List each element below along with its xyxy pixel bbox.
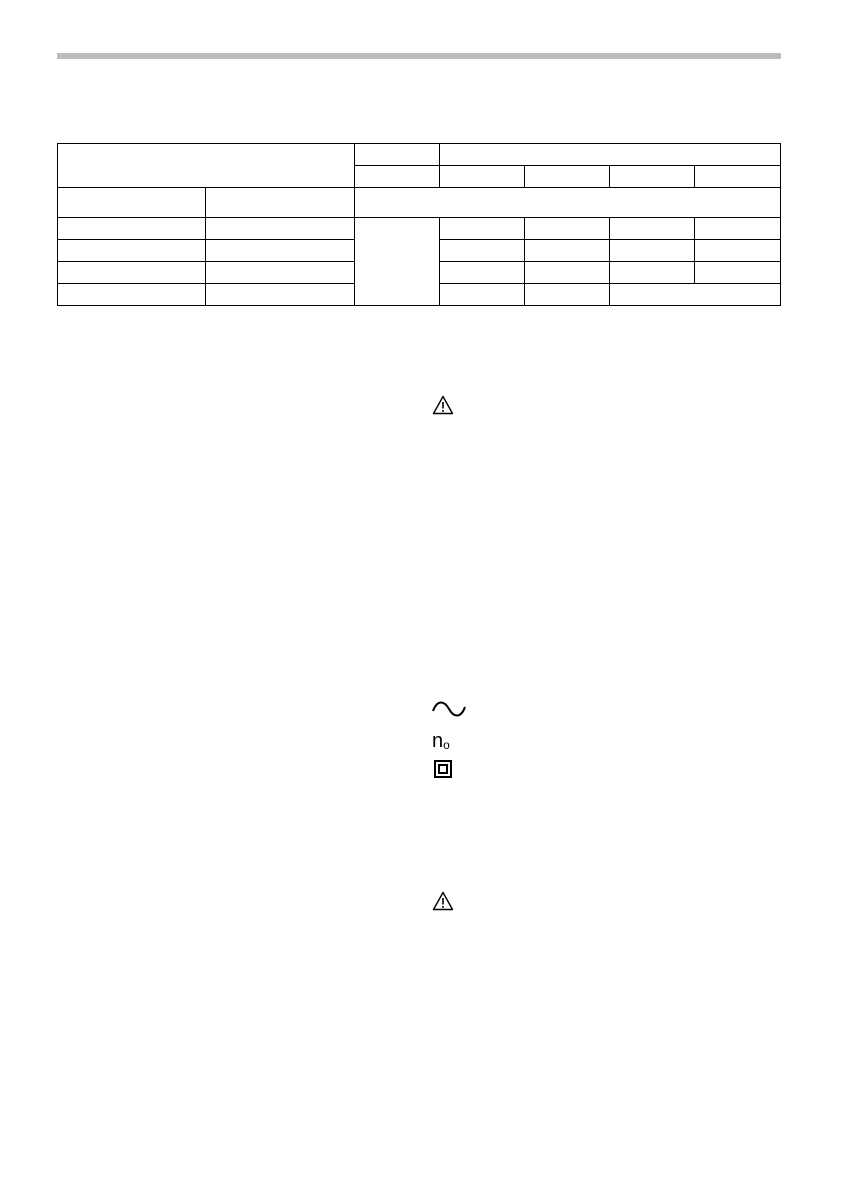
table-label-row xyxy=(58,188,781,218)
double-insulation-icon xyxy=(434,760,452,778)
table-cell xyxy=(206,218,355,240)
alternating-current-icon xyxy=(431,699,467,719)
table-cell xyxy=(525,262,610,284)
table-cell xyxy=(440,262,525,284)
table-cell xyxy=(58,240,206,262)
table-cell xyxy=(58,218,206,240)
table-cell xyxy=(525,284,610,306)
header-rule xyxy=(57,53,781,59)
table-cell xyxy=(58,284,206,306)
warning-triangle-icon xyxy=(432,395,454,415)
table-cell xyxy=(695,166,781,188)
table-cell xyxy=(610,166,695,188)
table-cell xyxy=(610,262,695,284)
no-load-speed-icon xyxy=(432,731,462,755)
table-cell xyxy=(525,218,610,240)
table-cell xyxy=(355,188,781,218)
no-load-speed-glyph: n xyxy=(432,730,444,752)
table-cell xyxy=(610,240,695,262)
table-cell xyxy=(58,188,206,218)
table-header-row xyxy=(58,144,781,166)
table-cell xyxy=(525,240,610,262)
table-cell xyxy=(525,166,610,188)
table-cell xyxy=(355,166,440,188)
merged-unit-cell xyxy=(355,218,440,306)
table-cell xyxy=(206,262,355,284)
specification-table xyxy=(57,143,781,306)
table-cell xyxy=(206,240,355,262)
table-cell xyxy=(440,240,525,262)
table-row xyxy=(58,218,781,240)
group-header-cell xyxy=(440,144,781,166)
table-cell xyxy=(610,218,695,240)
unit-header-cell xyxy=(355,144,440,166)
no-load-speed-subscript: o xyxy=(443,738,450,752)
table-cell xyxy=(440,284,525,306)
model-header-cell xyxy=(58,144,355,188)
warning-triangle-icon xyxy=(432,891,454,911)
table-cell xyxy=(610,284,781,306)
table-cell xyxy=(695,262,781,284)
table-cell xyxy=(206,188,355,218)
table-cell xyxy=(695,218,781,240)
table-cell xyxy=(440,166,525,188)
table-cell xyxy=(695,240,781,262)
table-cell xyxy=(58,262,206,284)
table-cell xyxy=(206,284,355,306)
table-cell xyxy=(440,218,525,240)
